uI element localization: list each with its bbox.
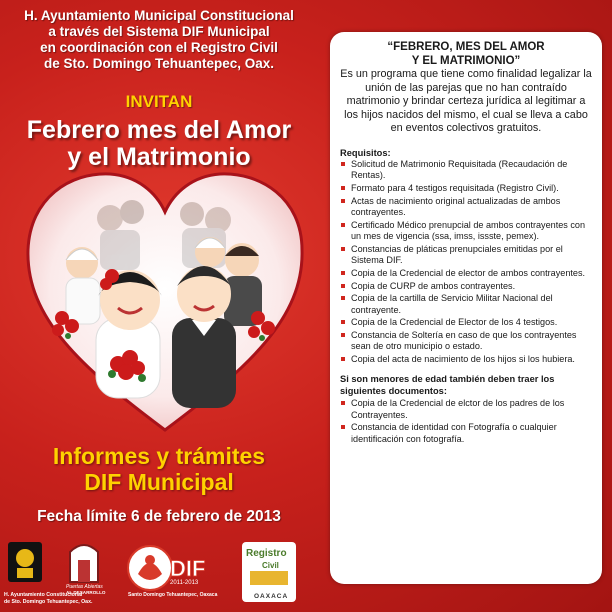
invitan-label: INVITAN [125, 92, 193, 111]
requirement-item: Copia de la cartilla de Servicio Militar Nacional del contrayente. [340, 293, 592, 315]
minors-requirement-item: Copia de la Credencial de elctor de los padres de los Contrayentes. [340, 398, 592, 420]
event-title-line2: y el Matrimonio [67, 143, 251, 171]
ayuntamiento-caption-2: de Sto. Domingo Tehuantepec, Oax. [4, 599, 93, 605]
requirement-item: Copia de la Credencial de Elector de los 4 testigos. [340, 317, 592, 328]
requirement-item: Solicitud de Matrimonio Requisitada (Recaudación de Rentas). [340, 159, 592, 181]
header-line: H. Ayuntamiento Municipal Constitucional [24, 8, 294, 23]
registro-state: OAXACA [254, 593, 289, 600]
registro-caption-2: Civil [262, 561, 279, 570]
puertas-caption-1: Puertas Abiertas [66, 584, 103, 590]
registro-civil-logo [242, 542, 296, 602]
logos-row [0, 538, 330, 612]
header-line: en coordinación con el Registro Civil [40, 40, 278, 55]
requirement-item: Constancias de pláticas prenupciales emitidas por el Sistema DIF. [340, 244, 592, 266]
info-line1: Informes y trámites [52, 443, 266, 469]
deadline-text: Fecha límite 6 de febrero de 2013 [37, 508, 281, 525]
requirement-item: Actas de nacimiento original actualizadas de ambos contrayentes. [340, 196, 592, 218]
registro-caption-1: Registro [246, 548, 287, 559]
dif-wordmark: DIF [170, 556, 206, 581]
dif-place: Santo Domingo Tehuantepec, Oaxaca [128, 592, 218, 598]
heart-couples-illustration [22, 168, 308, 438]
requirement-item: Copia de CURP de ambos contrayentes. [340, 281, 592, 292]
requirements-panel [330, 32, 602, 584]
requirements-heading: Requisitos: [340, 147, 391, 158]
minors-heading: Si son menores de edad también deben traer los siguientes documentos: [340, 374, 555, 397]
organizer-header [0, 8, 318, 72]
header-line: a través del Sistema DIF Municipal [48, 24, 270, 39]
puertas-abiertas-logo [66, 545, 106, 595]
requirement-item: Formato para 4 testigos requisitada (Registro Civil). [340, 183, 592, 194]
minors-requirement-item: Constancia de identidad con Fotografía o cualquier identificación con fotografía. [340, 422, 592, 444]
panel-title-line2: Y EL MATRIMONIO” [411, 55, 521, 67]
event-title-line1: Febrero mes del Amor [26, 116, 292, 144]
info-title [0, 443, 318, 495]
puertas-caption-2: AL DESARROLLO [66, 590, 106, 595]
info-line2: DIF Municipal [84, 469, 234, 495]
dif-years: 2011-2013 [170, 580, 199, 586]
requirements-list [340, 159, 592, 365]
requirement-item: Copia del acta de nacimiento de los hijos si los hubiera. [340, 354, 592, 365]
dif-logo [128, 546, 218, 598]
header-line: de Sto. Domingo Tehuantepec, Oax. [43, 56, 275, 71]
event-title [0, 116, 318, 170]
minors-requirements-list [340, 398, 592, 444]
program-description: Es un programa que tiene como finalidad legalizar la unión de las parejas que no han contraído matrimonio y brindar certeza jurídica al legitimar a los hijos nacidos del mismo, el cual se lleva a cabo en eventos colectivos gratuitos. [340, 68, 592, 135]
requirement-item: Constancia de Soltería en caso de que los contrayentes sean de otro municipio o estado. [340, 330, 592, 352]
ayuntamiento-caption-1: H. Ayuntamiento Constitucional [4, 592, 83, 598]
requirement-item: Certificado Médico prenupcial de ambos contrayentes con un mes de vigencia (ssa, imss, issste, pemex). [340, 220, 592, 242]
panel-title-line1: “FEBRERO, MES DEL AMOR [387, 41, 545, 53]
requirement-item: Copia de la Credencial de elector de ambos contrayentes. [340, 268, 592, 279]
